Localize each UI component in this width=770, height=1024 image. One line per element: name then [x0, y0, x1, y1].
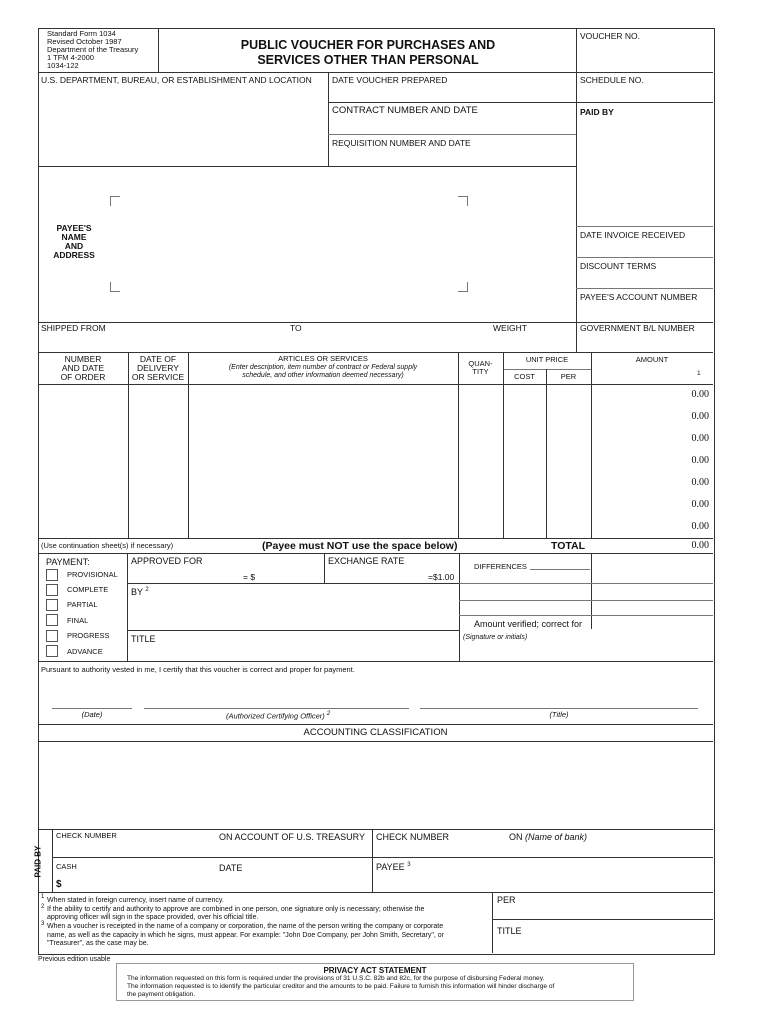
date-label: DATE [219, 863, 243, 873]
table-col-line [458, 352, 459, 538]
amount-cell[interactable]: 0.00 [691, 477, 709, 488]
privacy-heading: PRIVACY ACT STATEMENT [323, 966, 427, 975]
date-invoice-label: DATE INVOICE RECEIVED [580, 230, 686, 240]
unit-price-split [503, 369, 591, 370]
cash-dollar-sign: $ [56, 879, 62, 890]
col-number-header: OF ORDER [60, 372, 106, 382]
footnote-mark: 3 [41, 921, 45, 927]
payee-account-top [576, 288, 713, 289]
col-amount-header: AMOUNT [635, 355, 669, 364]
contract-label: CONTRACT NUMBER AND DATE [332, 105, 478, 116]
form-frame [38, 28, 715, 955]
total-bottom [38, 553, 713, 554]
accounting-heading-bottom [38, 741, 713, 742]
title-signature-line [420, 708, 698, 709]
schedule-bottom [576, 102, 713, 103]
check-row-bottom [52, 857, 713, 858]
payment-title-label: TITLE [131, 634, 156, 644]
payment-bottom [38, 661, 713, 662]
schedule-no-label: SCHEDULE NO. [580, 75, 644, 85]
footnote-divider [492, 892, 493, 953]
date-invoice-top [576, 226, 713, 227]
officer-footnote-mark: 2 [326, 711, 331, 717]
table-bottom [38, 538, 713, 539]
accounting-bottom [38, 829, 713, 830]
accounting-top [38, 724, 713, 725]
complete-label: COMPLETE [67, 585, 109, 594]
per-label: PER [497, 895, 516, 905]
certify-officer-label: (Authorized Certifying Officer) $^2$ [226, 711, 331, 721]
weight-label: WEIGHT [493, 323, 527, 333]
table-header-bottom [38, 384, 713, 385]
to-label: TO [290, 323, 302, 333]
progress-checkbox[interactable] [46, 630, 58, 642]
check-number-label: CHECK NUMBER [56, 831, 117, 840]
footnote-2-cont: approving officer will sign in the space provided, over his official title. [47, 914, 259, 921]
amount-cell[interactable]: 0.00 [691, 499, 709, 510]
col-date-header: DELIVERY [137, 363, 179, 373]
diff-underline [530, 569, 590, 570]
contract-bottom [328, 134, 576, 135]
footnote-title-label: TITLE [497, 926, 522, 936]
exchange-divider [324, 553, 325, 583]
payee-must-not-note: (Payee must NOT use the space below) [262, 540, 458, 552]
col-number-header: NUMBER [64, 354, 102, 364]
table-top [38, 352, 713, 353]
certify-date-label: (Date) [81, 710, 103, 719]
payee-label: ADDRESS [53, 250, 95, 260]
department-label: U.S. DEPARTMENT, BUREAU, OR ESTABLISHMENT AND LOCATION [41, 75, 312, 85]
per-bottom [492, 919, 713, 920]
table-col-line [546, 369, 547, 538]
diff-row [459, 615, 713, 616]
col-per-header: PER [560, 372, 577, 381]
col-cost-header: COST [514, 372, 535, 381]
differences-label: DIFFERENCES [474, 562, 527, 571]
form-id-line: Revised October 1987 [47, 37, 122, 46]
col-qty-header: QUAN- [468, 359, 493, 368]
officer-signature-line [144, 708, 409, 709]
advance-label: ADVANCE [67, 647, 103, 656]
col-articles-header: ARTICLES OR SERVICES [278, 354, 368, 363]
footnote-mark: 2 [41, 904, 45, 910]
continuation-note: (Use continuation sheet(s) if necessary) [41, 541, 174, 550]
advance-checkbox[interactable] [46, 645, 58, 657]
check-number-label-2: CHECK NUMBER [376, 832, 450, 842]
col-articles-note: (Enter description, item number of contract or Federal supply [228, 364, 418, 371]
col-number-header: AND DATE [61, 363, 105, 373]
payee-window-corner [458, 196, 468, 206]
partial-label: PARTIAL [67, 600, 98, 609]
previous-edition-note: Previous edition usable [38, 956, 111, 963]
date-prepared-label: DATE VOUCHER PREPARED [332, 75, 448, 85]
payee-label: AND [64, 241, 84, 251]
amount-cell[interactable]: 0.00 [691, 455, 709, 466]
complete-checkbox[interactable] [46, 584, 58, 596]
provisional-label: PROVISIONAL [67, 570, 118, 579]
payee-account-label: PAYEE'S ACCOUNT NUMBER [580, 292, 698, 302]
paid-by-bottom [38, 892, 713, 893]
payee-window-corner [458, 282, 468, 292]
form-id-line: Department of the Treasury [47, 45, 139, 54]
footnote-2: If the ability to certify and authority to approve are combined in one person, one signature only is necessary; otherwise the [47, 906, 425, 913]
footnote-3-cont: name, as well as the capacity in which he signs, must appear. For example: "John Doe Company, per John Smith, Secretary", or [47, 932, 445, 939]
bank-name-label: (Name of bank) [525, 832, 588, 842]
by-label: BY $^2$ [131, 587, 149, 597]
amount-verified-label: Amount verified; correct for [474, 619, 583, 629]
form-id-line: 1 TFM 4-2000 [47, 53, 94, 62]
form-title-line2: SERVICES OTHER THAN PERSONAL [257, 53, 479, 67]
footnote-1: When stated in foreign currency, insert name of currency. [47, 897, 224, 904]
privacy-text: the payment obligation. [127, 991, 196, 998]
discount-label: DISCOUNT TERMS [580, 261, 657, 271]
certify-title-label: (Title) [549, 710, 569, 719]
date-prepared-bottom [328, 102, 576, 103]
paid-by-side-divider [52, 829, 53, 892]
diff-row [459, 583, 713, 584]
header-bottom-line [38, 72, 713, 73]
form-title: PUBLIC VOUCHER FOR PURCHASES AND [240, 38, 496, 52]
shipped-from-label: SHIPPED FROM [41, 323, 106, 333]
payment-label: PAYMENT: [46, 557, 90, 567]
amount-cell[interactable]: 0.00 [691, 433, 709, 444]
payee-window-corner [110, 196, 120, 206]
payee-label-sign: PAYEE $^3$ [376, 862, 411, 872]
paid-by-label: PAID BY [580, 107, 614, 117]
partial-checkbox[interactable] [46, 599, 58, 611]
form-id-line: 1034-122 [47, 61, 79, 70]
date-signature-line [52, 708, 132, 709]
discount-top [576, 257, 713, 258]
cash-label: CASH [56, 862, 77, 871]
payee-label: PAYEE'S [56, 223, 92, 233]
col-date-header: DATE OF [139, 354, 177, 364]
approved-for-label: APPROVED FOR [131, 556, 203, 566]
on-account-label: ON ACCOUNT OF U.S. TREASURY [219, 832, 366, 842]
provisional-checkbox[interactable] [46, 569, 58, 581]
requisition-bottom [38, 166, 576, 167]
header-divider-left [158, 28, 159, 72]
col-qty-header: TITY [472, 367, 489, 376]
by-footnote-mark: 2 [145, 587, 149, 593]
privacy-text: The information requested is to identify the particular creditor and the amounts to be paid. Failure to furnish this information will hinder discharge of [127, 983, 555, 990]
accounting-heading: ACCOUNTING CLASSIFICATION [303, 727, 448, 738]
by-bottom [127, 630, 459, 631]
certify-statement: Pursuant to authority vested in me, I certify that this voucher is correct and proper for payment. [41, 665, 355, 674]
approved-amount-eq: = $ [243, 572, 256, 582]
col-date-header: OR SERVICE [131, 372, 185, 382]
exchange-rate-eq: =$1.00 [428, 572, 455, 582]
payee-footnote-mark: 3 [407, 862, 411, 868]
final-label: FINAL [67, 616, 89, 625]
progress-label: PROGRESS [67, 631, 110, 640]
dept-divider [328, 72, 329, 166]
footnote-3-cont: "Treasurer", as the case may be. [47, 940, 149, 947]
diff-row [459, 600, 713, 601]
differences-divider [459, 553, 460, 661]
requisition-label: REQUISITION NUMBER AND DATE [332, 138, 471, 148]
approved-bottom [127, 583, 459, 584]
voucher-no-label: VOUCHER NO. [580, 31, 640, 41]
form-id-line: Standard Form 1034 [47, 29, 116, 38]
payee-window-corner [110, 282, 120, 292]
signature-note: (Signature or initials) [463, 634, 528, 641]
total-value[interactable]: 0.00 [691, 540, 709, 551]
privacy-text: The information requested on this form is required under the provisions of 31 U.S.C. 82b and 82c, for the purpose of disbursing Federal money. [127, 975, 545, 982]
gov-bl-label: GOVERNMENT B/L NUMBER [580, 323, 695, 333]
footnote-3: When a voucher is receipted in the name of a company or corporation, the name of the person writing the company or corporate [47, 923, 444, 930]
total-label: TOTAL [551, 540, 586, 552]
on-bank-label: ON (Name of bank) [509, 832, 588, 842]
differences-col [591, 553, 592, 629]
exchange-rate-label: EXCHANGE RATE [328, 556, 405, 566]
payment-divider [127, 553, 128, 661]
paid-by-side-label: PAID BY [33, 845, 43, 878]
amount-footnote-mark: 1 [697, 370, 701, 377]
privacy-act-box [116, 963, 634, 1001]
final-checkbox[interactable] [46, 614, 58, 626]
footnote-mark: 1 [41, 894, 45, 900]
col-unit-price-header: UNIT PRICE [525, 355, 569, 364]
col-articles-note: schedule, and other information deemed necessary) [242, 372, 404, 379]
treasury-divider [372, 829, 373, 892]
gov-bl-divider [576, 322, 577, 352]
amount-cell[interactable]: 0.00 [691, 521, 709, 532]
amount-cell[interactable]: 0.00 [691, 411, 709, 422]
payee-label: NAME [61, 232, 87, 242]
table-col-line [591, 352, 592, 538]
amount-cell[interactable]: 0.00 [691, 389, 709, 400]
